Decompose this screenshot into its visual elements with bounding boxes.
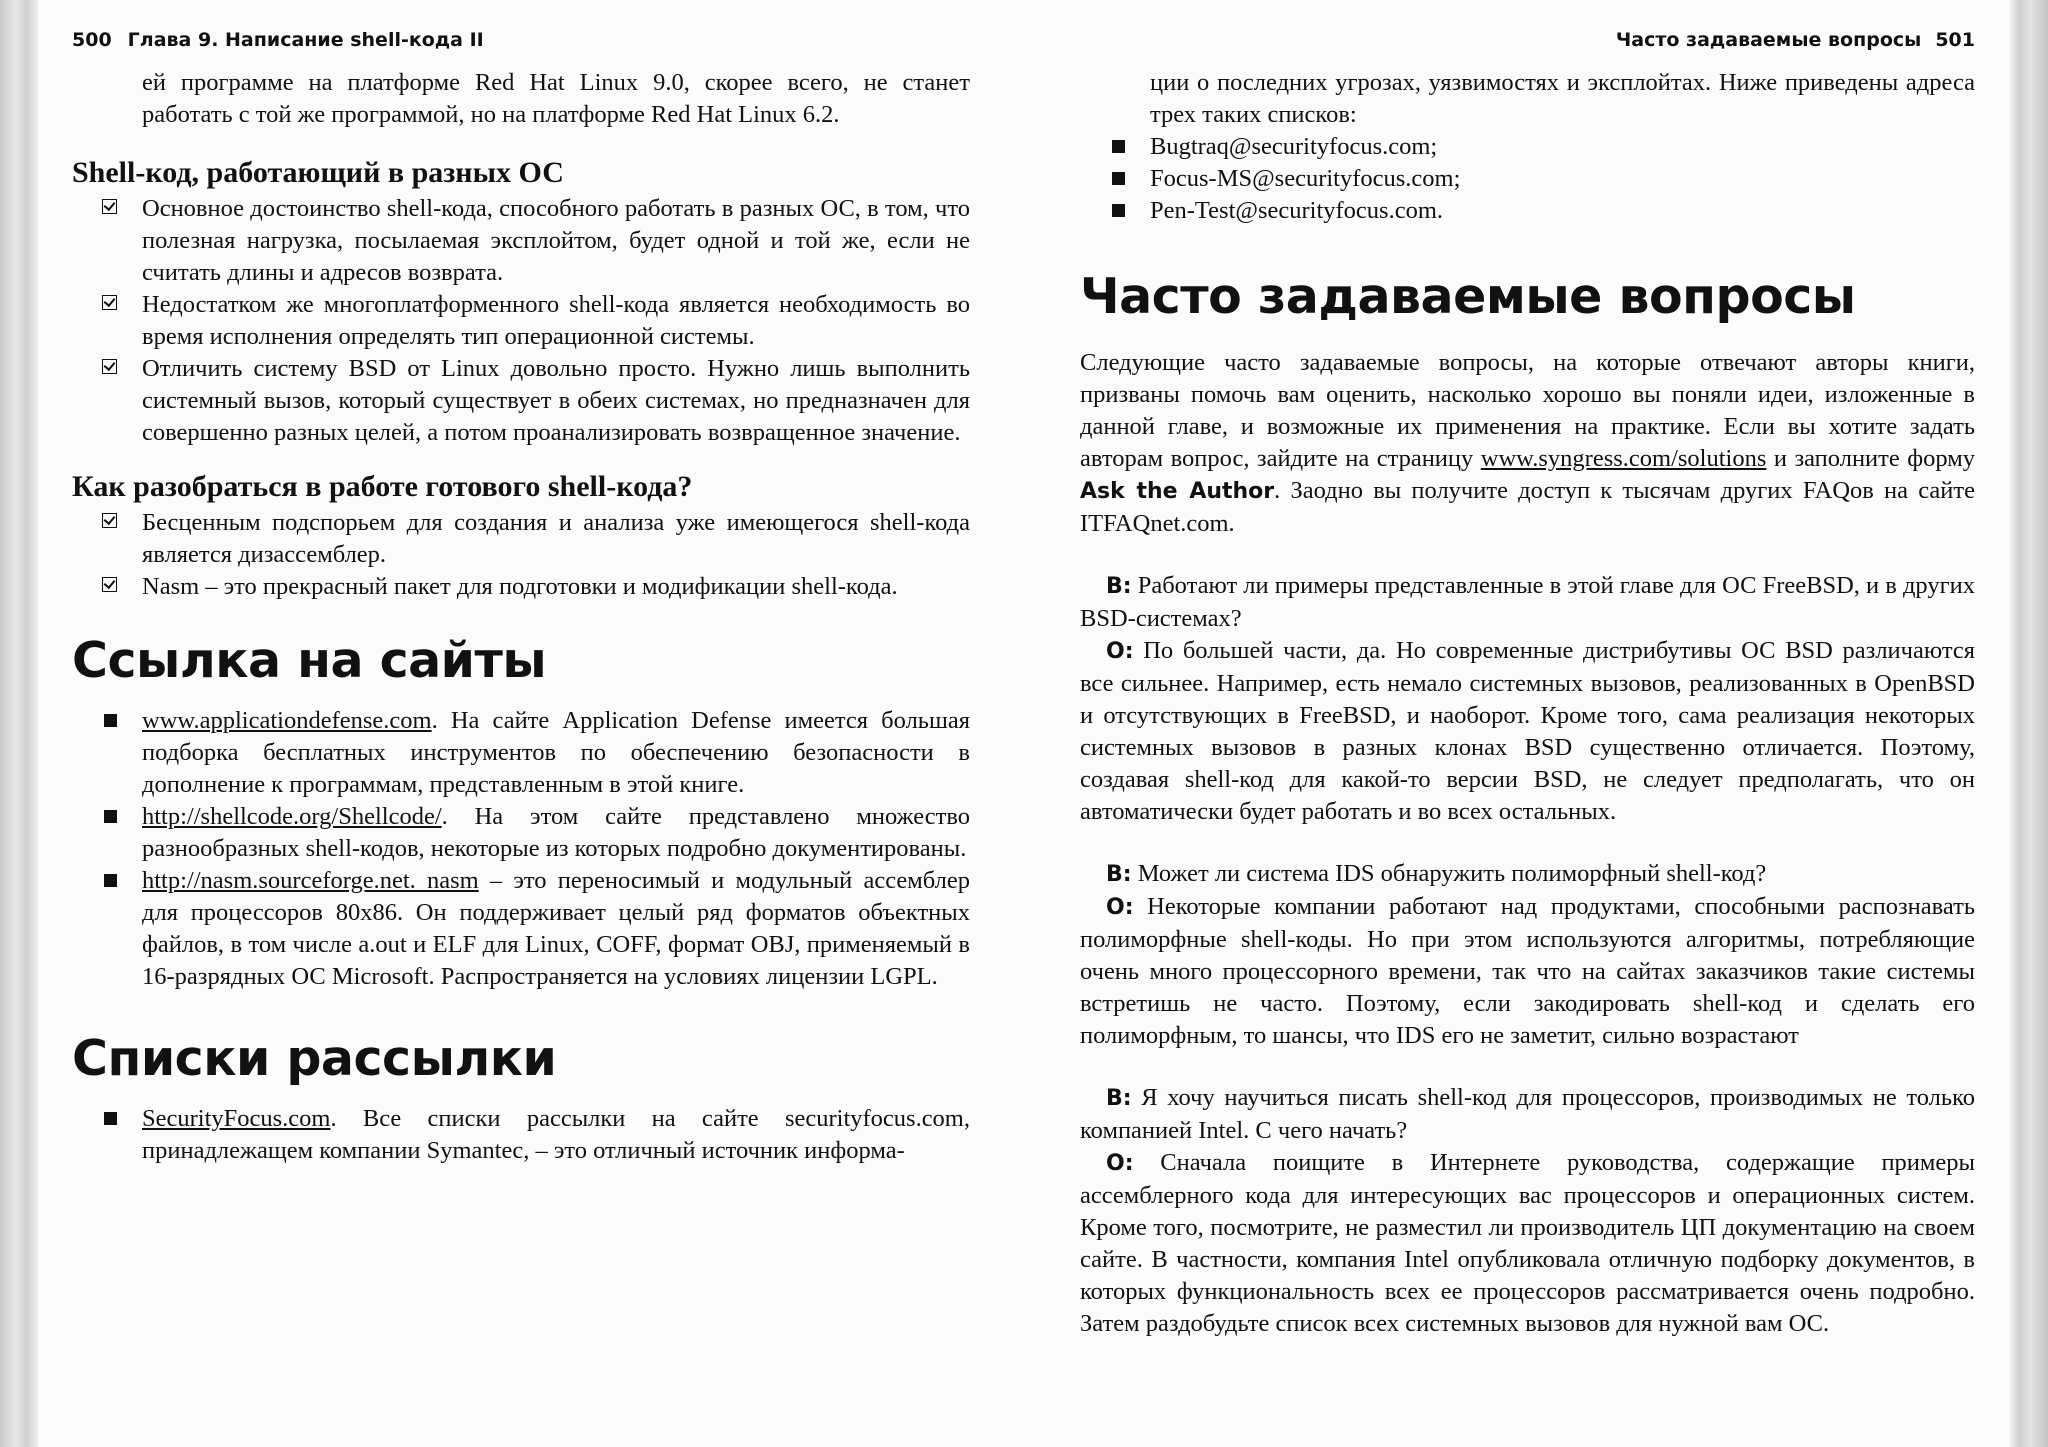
running-head-title-left: Глава 9. Написание shell-кода II (127, 29, 484, 51)
checkbox-icon (102, 295, 117, 310)
section-heading-crossplatform: Shell-код, работающий в разных ОС (72, 156, 564, 189)
bullet-square-icon (104, 874, 117, 887)
bullet-square-icon (1112, 204, 1125, 217)
list-item: Отличить систему BSD от Linux довольно просто. Нужно лишь выполнить системный вызов, который существует в обеих системах, но предназначен для совершенно разных целей, а потом проанализировать возвращенное значение. (72, 353, 970, 449)
section-heading-links: Ссылка на сайты (72, 632, 547, 689)
faq-question: В: Может ли система IDS обнаружить полиморфный shell-код? (1106, 860, 1767, 887)
list-item: SecurityFocus.com. Все списки рассылки на сайте securityfocus.com, принадлежащем компании Symantec, – это отличный источник информа- (72, 1103, 970, 1167)
link-applicationdefense[interactable]: www.applicationdefense.com (142, 707, 432, 734)
faq-heading: Часто задаваемые вопросы (1080, 268, 1856, 325)
section-heading-analysis: Как разобраться в работе готового shell-кода? (72, 470, 693, 503)
running-head-title-right: Часто задаваемые вопросы (1615, 29, 1922, 51)
list-item: Основное достоинство shell-кода, способного работать в разных ОС, в том, что полезная нагрузка, посылаемая эксплойтом, будет одной и той же, если не считать длины и адресов возврата. (72, 193, 970, 289)
faq-answer: О: По большей части, да. Но современные дистрибутивы ОС BSD различаются все сильнее. Например, есть немало системных вызовов, реализованных в OpenBSD и отсутствующих в FreeBSD, и наоборот. Кроме того, сама реализация некоторых системных вызовов в разных клонах BSD существенно отличается. Поэтому, создавая shell-код для какой-то версии BSD, не следует предполагать, что он автоматически будет работать и во всех остальных. (1080, 637, 1975, 825)
left-page-body (72, 67, 970, 1167)
mailing-addresses (1080, 131, 1975, 227)
list-item: Nasm – это прекрасный пакет для подготовки и модификации shell-кода. (72, 571, 970, 603)
page-number-left: 500 (72, 29, 112, 51)
list-item: Focus-MS@securityfocus.com; (1080, 163, 1975, 195)
faq-question: В: Работают ли примеры представленные в этой главе для ОС FreeBSD, и в других BSD-системах? (1080, 572, 1976, 632)
running-head-right (1080, 29, 1975, 51)
mailing-list (72, 1103, 970, 1167)
faq-answer: О: Сначала поищите в Интернете руководства, содержащие примеры ассемблерного кода для интересующих вас процессоров и операционных систем. Кроме того, посмотрите, не разместил ли производитель ЦП документацию на своем сайте. В частности, компания Intel опубликовала отличную подборку документов, в которых функциональность всех ее процессоров рассматривается очень подробно. Затем раздобудьте список всех системных вызовов для нужной вам ОС. (1080, 1149, 1976, 1337)
list-item: Бесценным подспорьем для создания и анализа уже имеющегося shell-кода является дизассемблер. (72, 507, 970, 571)
right-page (1080, 0, 1975, 1447)
checklist-analysis (72, 507, 970, 603)
link-shellcode-org[interactable]: http://shellcode.org/Shellcode/ (142, 803, 442, 830)
mailing-continuation: ции о последних угрозах, уязвимостях и эксплойтах. Ниже приведены адреса трех таких списков: (1150, 69, 1975, 128)
checkbox-icon (102, 199, 117, 214)
page-edge-left (0, 0, 38, 1447)
bullet-square-icon (104, 1112, 117, 1125)
page-edge-right (2010, 0, 2048, 1447)
faq-entry (1080, 1082, 1975, 1340)
ask-the-author: Ask the Author (1080, 479, 1275, 504)
left-page (72, 0, 970, 1447)
list-item: Недостатком же многоплатформенного shell-кода является необходимость во время исполнения определять тип операционной системы. (72, 289, 970, 353)
checkbox-icon (102, 577, 117, 592)
page-number-right: 501 (1935, 29, 1975, 51)
faq-question: В: Я хочу научиться писать shell-код для процессоров, производимых не только компанией Intel. С чего начать? (1080, 1084, 1975, 1144)
faq-entry (1080, 858, 1975, 1052)
intro-continuation: ей программе на платформе Red Hat Linux 9.0, скорее всего, не станет работать с той же программой, но на платформе Red Hat Linux 6.2. (142, 69, 970, 128)
bullet-square-icon (1112, 172, 1125, 185)
bullet-square-icon (104, 714, 117, 727)
link-syngress[interactable]: www.syngress.com/solutions (1480, 445, 1767, 472)
list-item: Bugtraq@securityfocus.com; (1080, 131, 1975, 163)
checklist-crossplatform (72, 193, 970, 449)
list-item: Pen-Test@securityfocus.com. (1080, 195, 1975, 227)
running-head-left (72, 29, 970, 51)
link-securityfocus[interactable]: SecurityFocus.com (142, 1105, 331, 1132)
bullet-square-icon (104, 810, 117, 823)
faq-answer: О: Некоторые компании работают над продуктами, способными распознавать полиморфные shell-коды. Но при этом используются алгоритмы, потребляющие очень много процессорного времени, так что на сайтах заказчиков такие системы встретишь не часто. Поэтому, если закодировать shell-код и сделать его полиморфным, то шансы, что IDS его не заметит, сильно возрастают (1080, 893, 1975, 1049)
checkbox-icon (102, 513, 117, 528)
faq-entry (1080, 570, 1975, 828)
faq-intro: Следующие часто задаваемые вопросы, на которые отвечают авторы книги, призваны помочь вам оценить, насколько хорошо вы поняли идеи, изложенные в данной главе, и возможные их применения на практике. Если вы хотите задать авторам вопрос, зайдите на страницу www.syngress.com/solutions и заполните форму Ask the Author. Заодно вы получите доступ к тысячам других FAQов на сайте ITFAQnet.com. (1080, 349, 1975, 537)
links-list (72, 705, 970, 993)
checkbox-icon (102, 359, 117, 374)
right-page-body (1080, 67, 1975, 1340)
list-item: www.applicationdefense.com. На сайте Application Defense имеется большая подборка бесплатных инструментов по обеспечению безопасности в дополнение к программам, представленным в этой книге. (72, 705, 970, 801)
list-item: http://nasm.sourceforge.net. nasm – это переносимый и модульный ассемблер для процессоров 80x86. Он поддерживает целый ряд форматов объектных файлов, в том числе a.out и ELF для Linux, COFF, формат OBJ, применяемый в 16-разрядных ОС Microsoft. Распространяется на условиях лицензии LGPL. (72, 865, 970, 993)
list-item: http://shellcode.org/Shellcode/. На этом сайте представлено множество разнообразных shell-кодов, некоторые из которых подробно документированы. (72, 801, 970, 865)
section-heading-mailing: Списки рассылки (72, 1030, 557, 1087)
bullet-square-icon (1112, 140, 1125, 153)
link-nasm[interactable]: http://nasm.sourceforge.net. nasm (142, 867, 479, 894)
